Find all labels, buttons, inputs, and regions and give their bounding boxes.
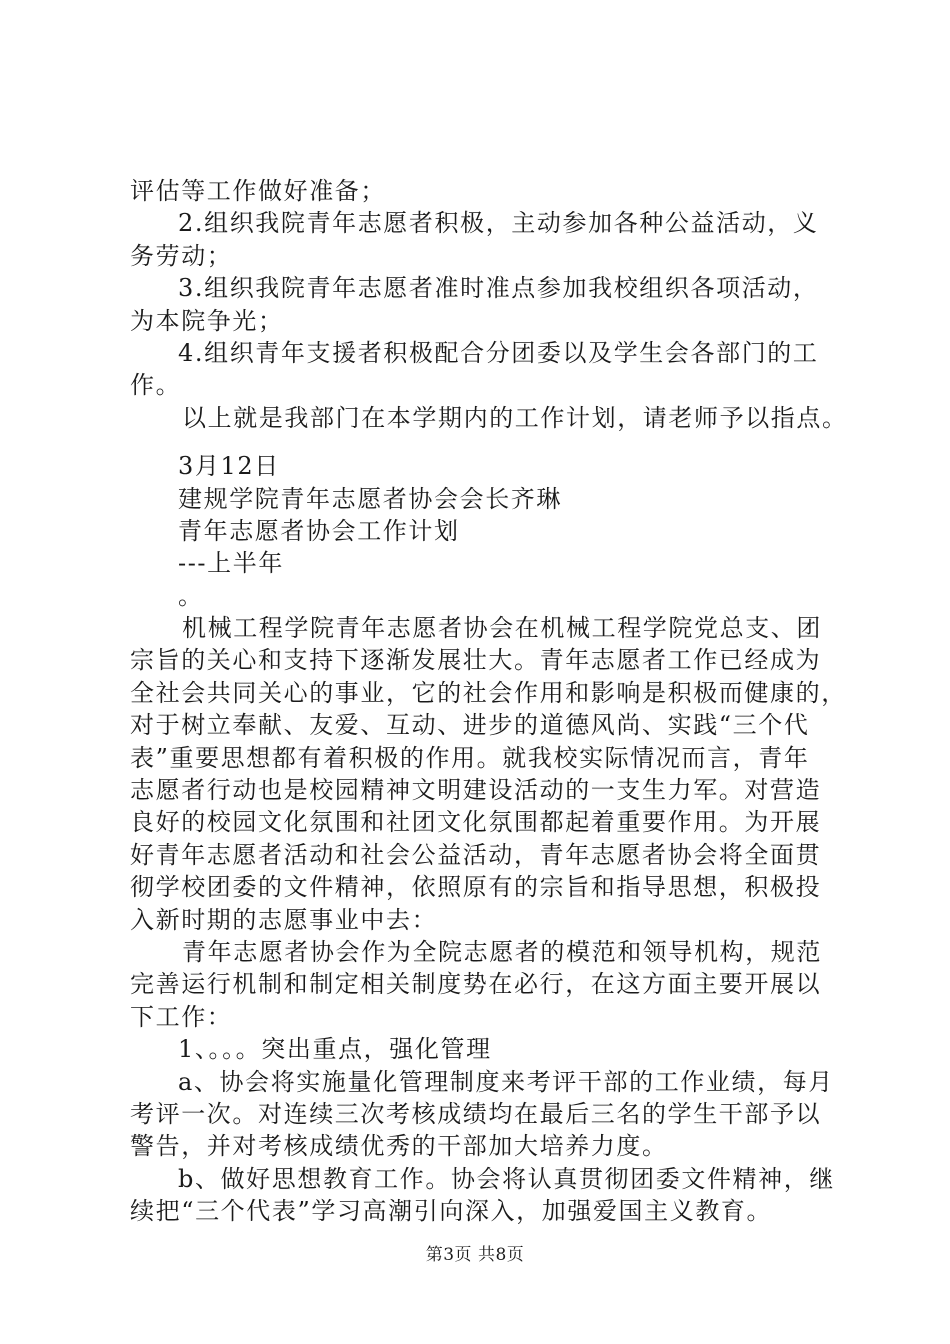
text-line: a、协会将实施量化管理制度来考评干部的工作业绩，每月 xyxy=(178,1067,834,1096)
text-line: 宗旨的关心和支持下逐渐发展壮大。青年志愿者工作已经成为 xyxy=(130,646,822,675)
text-line: 入新时期的志愿事业中去： xyxy=(130,905,438,934)
text-line: 良好的校园文化氛围和社团文化氛围都起着重要作用。为开展 xyxy=(130,808,822,837)
text-line: 考评一次。对连续三次考核成绩均在最后三名的学生干部予以 xyxy=(130,1099,822,1128)
paragraph-gap xyxy=(130,434,830,450)
text-line: 机械工程学院青年志愿者协会在机械工程学院党总支、团 xyxy=(182,614,822,643)
text-line: 志愿者行动也是校园精神文明建设活动的一支生力军。对营造 xyxy=(130,776,822,805)
text-line: 下工作： xyxy=(130,1002,233,1031)
text-line: 青年志愿者协会作为全院志愿者的模范和领导机构，规范 xyxy=(182,937,822,966)
text-line: 以上就是我部门在本学期内的工作计划，请老师予以指点。 xyxy=(182,403,848,432)
text-line: 评估等工作做好准备； xyxy=(130,177,386,205)
signature-line: 建规学院青年志愿者协会会长齐琳 xyxy=(178,484,562,513)
text-line: 为本院争光； xyxy=(130,306,284,335)
text-line: 2.组织我院青年志愿者积极，主动参加各种公益活动，义 xyxy=(178,209,819,238)
page-number: 第3页 共8页 xyxy=(425,1245,525,1265)
section-subtitle: ---上半年 xyxy=(178,549,284,578)
text-line: 对于树立奉献、友爱、互动、进步的道德风尚、实践“三个代 xyxy=(130,711,810,740)
text-line: 彻学校团委的文件精神，依照原有的宗旨和指导思想，积极投 xyxy=(130,873,822,902)
text-line: 3.组织我院青年志愿者准时准点参加我校组织各项活动， xyxy=(178,274,819,303)
text-line: 。 xyxy=(178,581,204,610)
text-line: 好青年志愿者活动和社会公益活动，青年志愿者协会将全面贯 xyxy=(130,840,822,869)
text-line: 完善运行机制和制定相关制度势在必行，在这方面主要开展以 xyxy=(130,970,822,999)
text-line: 续把“三个代表”学习高潮引向深入，加强爱国主义教育。 xyxy=(130,1197,773,1226)
date-line: 3月12日 xyxy=(178,452,280,481)
text-line: 作。 xyxy=(130,371,182,400)
text-line: 务劳动； xyxy=(130,241,233,270)
text-line: 1、。。。突出重点，强化管理 xyxy=(178,1035,492,1064)
text-line: 全社会共同关心的事业，它的社会作用和影响是积极而健康的， xyxy=(130,678,847,707)
text-line: 表”重要思想都有着积极的作用。就我校实际情况而言，青年 xyxy=(130,743,810,772)
text-line: 4.组织青年支援者积极配合分团委以及学生会各部门的工 xyxy=(178,338,819,367)
text-line: 警告，并对考核成绩优秀的干部加大培养力度。 xyxy=(130,1132,668,1161)
text-line: b、做好思想教育工作。协会将认真贯彻团委文件精神，继 xyxy=(178,1164,835,1193)
section-title: 青年志愿者协会工作计划 xyxy=(178,516,460,545)
document-body xyxy=(130,175,848,1228)
